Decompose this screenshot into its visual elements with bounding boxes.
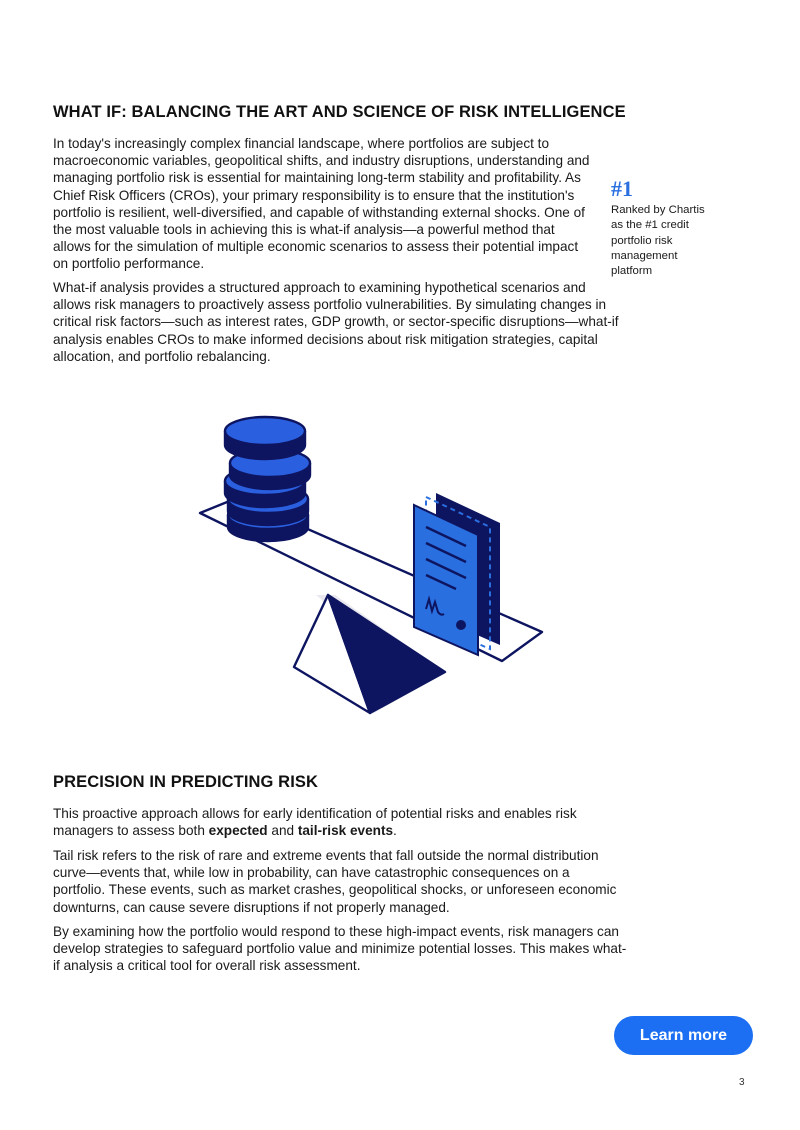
- stat-callout: [611, 176, 711, 279]
- proactive-paragraph: [53, 805, 613, 839]
- intro-paragraph: In today's increasingly complex financial landscape, where portfolios are subject to macroeconomic variables, geopolitical shifts, and industry disruptions, understanding and managing portfolio risk is essential for maintaining long-term stability and profitability. As Chief Risk Officers (CROs), your primary responsibility is to ensure that the institution's portfolio is resilient, well-diversified, and capable of withstanding external shocks. One of the most valuable tools in achieving this is what-if analysis—a powerful method that allows for the simulation of multiple economic scenarios to assess their potential impact on portfolio performance.: [53, 136, 590, 272]
- section-heading-what-if: WHAT IF: BALANCING THE ART AND SCIENCE OF RISK INTELLIGENCE: [53, 103, 626, 121]
- tail-risk-paragraph: Tail risk refers to the risk of rare and extreme events that fall outside the normal distribution curve—events that, while low in probability, can have catastrophic consequences on a portfolio. These events, such as market crashes, geopolitical shocks, or unforeseen economic downturns, can cause severe disruptions if not properly managed.: [53, 848, 617, 915]
- section-heading-precision: PRECISION IN PREDICTING RISK: [53, 773, 318, 791]
- learn-more-button[interactable]: Learn more: [614, 1016, 753, 1055]
- expected-emphasis: expected: [208, 823, 268, 839]
- balance-scale-coins-documents-icon: [190, 405, 560, 725]
- tail-risk-emphasis: tail-risk events: [297, 823, 394, 839]
- proactive-text-start: This proactive approach allows for early identification of potential risks and enables risk managers to assess both: [53, 806, 577, 839]
- stat-caption: Ranked by Chartis as the #1 credit portfolio risk management platform: [611, 204, 705, 278]
- stat-number: #1: [611, 176, 633, 201]
- what-if-paragraph: What-if analysis provides a structured approach to examining hypothetical scenarios and allows risk managers to proactively assess portfolio vulnerabilities. By simulating changes in critical risk factors—such as interest rates, GDP growth, or sector-specific disruptions—what-if analysis enables CROs to make informed decisions about risk mitigation strategies, capital allocation, and portfolio rebalancing.: [53, 280, 619, 364]
- proactive-text-and: and: [267, 823, 298, 839]
- proactive-text-end: .: [393, 823, 397, 839]
- high-impact-paragraph: By examining how the portfolio would respond to these high-impact events, risk managers can develop strategies to safeguard portfolio value and minimize potential losses. This makes what-if analysis a critical tool for overall risk assessment.: [53, 924, 627, 974]
- page-number: 3: [739, 1077, 745, 1088]
